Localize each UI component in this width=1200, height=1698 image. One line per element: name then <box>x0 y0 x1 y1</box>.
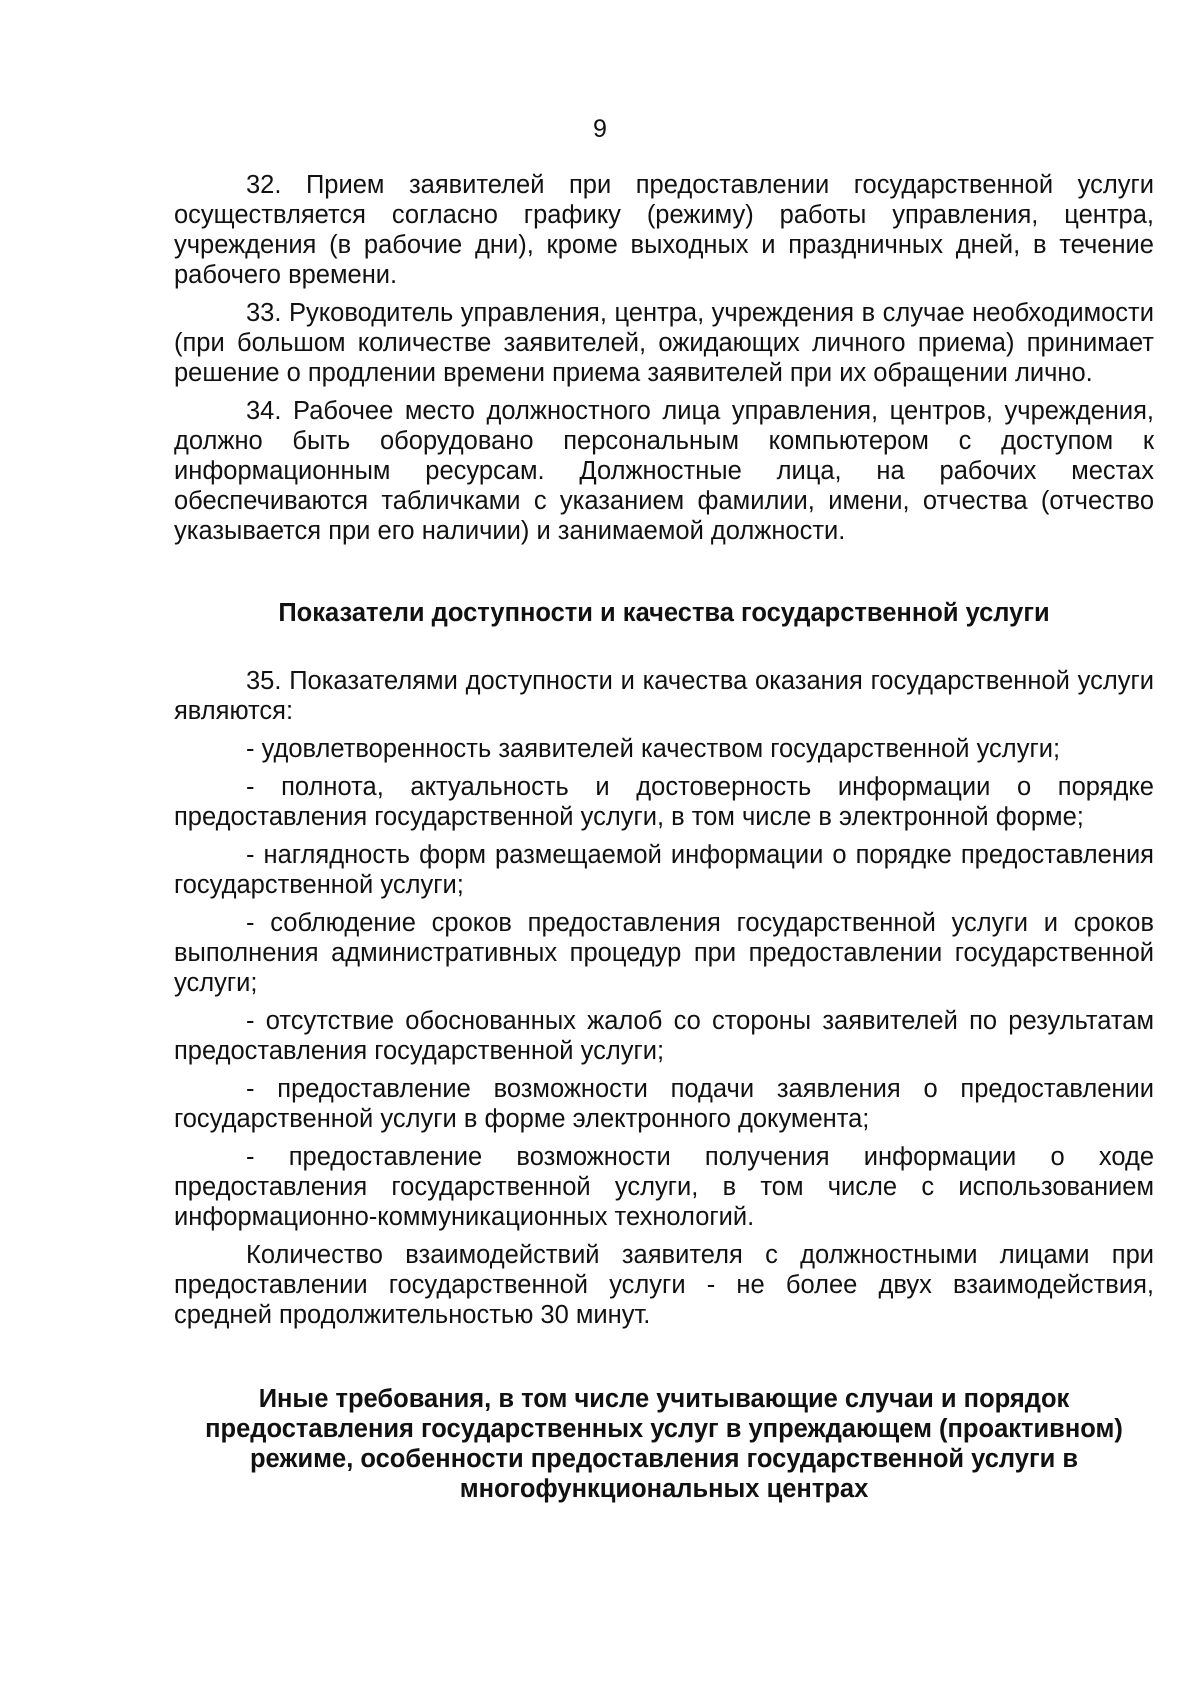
paragraph-35: 35. Показателями доступности и качества оказания государственной услуги являются: <box>174 667 1154 725</box>
list-item: - отсутствие обоснованных жалоб со стороны заявителей по результатам предоставления государственной услуги; <box>174 1007 1154 1065</box>
paragraph-34: 34. Рабочее место должностного лица управления, центров, учреждения, должно быть оборудовано персональным компьютером с доступом к информационным ресурсам. Должностные лица, на рабочих местах обеспечиваются табличками с указанием фамилии, имени, отчества (отчество указывается при его наличии) и занимаемой должности. <box>174 397 1154 545</box>
section-heading-accessibility: Показатели доступности и качества государственной услуги <box>278 599 1050 627</box>
list-item: - удовлетворенность заявителей качеством государственной услуги; <box>246 735 1061 763</box>
page-number: 9 <box>593 115 607 143</box>
list-item: - полнота, актуальность и достоверность информации о порядке предоставления государственной услуги, в том числе в электронной форме; <box>174 773 1154 831</box>
section-heading-other-requirements: Иные требования, в том числе учитывающие случаи и порядок предоставления государственных услуг в упреждающем (проактивном) режиме, особенности предоставления государственной услуги в многофункциональных центрах <box>205 1385 1123 1503</box>
list-item: - наглядность форм размещаемой информации о порядке предоставления государственной услуги; <box>174 841 1154 899</box>
list-item: - предоставление возможности получения информации о ходе предоставления государственной услуги, в том числе с использованием информационно-коммуникационных технологий. <box>174 1143 1154 1231</box>
paragraph-33: 33. Руководитель управления, центра, учреждения в случае необходимости (при большом количестве заявителей, ожидающих личного приема) принимает решение о продлении времени приема заявителей при их обращении лично. <box>174 299 1154 387</box>
paragraph-32: 32. Прием заявителей при предоставлении государственной услуги осуществляется согласно графику (режиму) работы управления, центра, учреждения (в рабочие дни), кроме выходных и праздничных дней, в течение рабочего времени. <box>174 171 1154 289</box>
document-body <box>174 170 1154 1504</box>
list-item: - предоставление возможности подачи заявления о предоставлении государственной услуги в форме электронного документа; <box>174 1075 1154 1133</box>
list-item: - соблюдение сроков предоставления государственной услуги и сроков выполнения административных процедур при предоставлении государственной услуги; <box>174 909 1154 997</box>
paragraph-interactions: Количество взаимодействий заявителя с должностными лицами при предоставлении государственной услуги - не более двух взаимодействия, средней продолжительностью 30 минут. <box>174 1241 1154 1329</box>
